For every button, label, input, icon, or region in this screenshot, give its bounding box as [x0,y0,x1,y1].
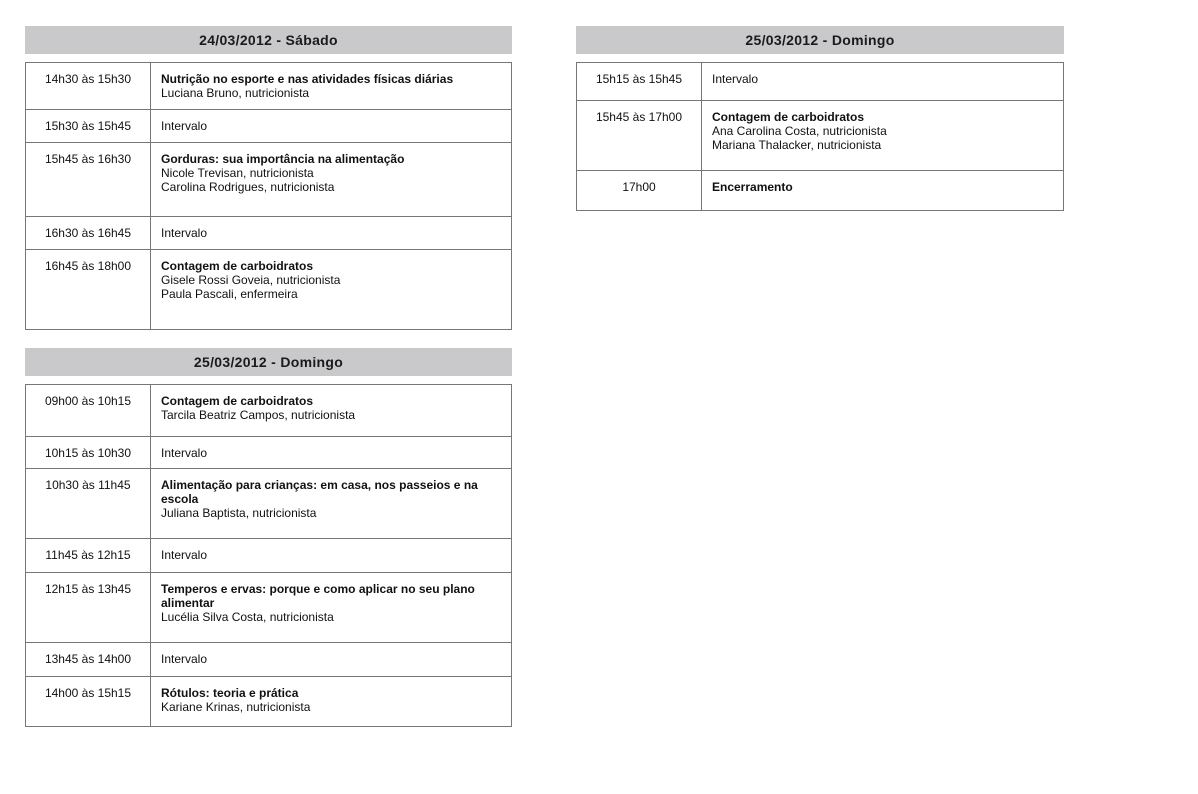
session-break-label: Intervalo [161,119,208,133]
table-row [26,143,512,217]
schedule-block-sunday-morning [25,348,512,727]
table-row [26,385,512,437]
table-row [26,110,512,143]
table-row [26,437,512,469]
session-title: Contagem de carboidratos [161,259,314,273]
session-speaker: Lucélia Silva Costa, nutricionista [161,610,334,624]
session-time: 10h15 às 10h30 [26,437,151,469]
session-speaker: Carolina Rodrigues, nutricionista [161,180,335,194]
session-break-label: Intervalo [161,226,208,240]
schedule-block-saturday [25,26,512,330]
session-break-label: Intervalo [161,652,208,666]
session-title: Temperos e ervas: porque e como aplicar no seu plano alimentar [161,582,475,610]
session-details [151,143,512,217]
session-time: 14h30 às 15h30 [26,63,151,110]
session-title: Alimentação para crianças: em casa, nos passeios e na escola [161,478,478,506]
table-row [26,217,512,250]
session-title: Contagem de carboidratos [712,110,865,124]
session-speaker: Luciana Bruno, nutricionista [161,86,310,100]
table-row [26,573,512,643]
session-time: 12h15 às 13h45 [26,573,151,643]
session-time: 17h00 [577,171,702,211]
session-details [702,101,1064,171]
session-time: 11h45 às 12h15 [26,539,151,573]
session-break-label: Intervalo [161,548,208,562]
session-title: Nutrição no esporte e nas atividades físicas diárias [161,72,454,86]
schedule-block-sunday-afternoon [576,26,1064,211]
session-time: 14h00 às 15h15 [26,677,151,727]
table-row [26,677,512,727]
session-details [151,573,512,643]
session-speaker: Paula Pascali, enfermeira [161,287,298,301]
session-time: 15h15 às 15h45 [577,63,702,101]
table-row [26,469,512,539]
session-time: 13h45 às 14h00 [26,643,151,677]
table-row [577,63,1064,101]
session-details [151,63,512,110]
session-details [702,63,1064,101]
schedule-table [25,62,512,330]
session-details [151,217,512,250]
session-speaker: Juliana Baptista, nutricionista [161,506,317,520]
schedule-table [576,62,1064,211]
day-header: 25/03/2012 - Domingo [576,26,1064,54]
schedule-table [25,384,512,727]
session-title: Rótulos: teoria e prática [161,686,299,700]
session-time: 15h45 às 17h00 [577,101,702,171]
day-header: 24/03/2012 - Sábado [25,26,512,54]
table-row [577,171,1064,211]
session-details [151,539,512,573]
session-details [702,171,1064,211]
table-row [26,643,512,677]
session-time: 15h30 às 15h45 [26,110,151,143]
session-title: Gorduras: sua importância na alimentação [161,152,405,166]
session-time: 16h30 às 16h45 [26,217,151,250]
session-speaker: Mariana Thalacker, nutricionista [712,138,882,152]
session-details [151,469,512,539]
table-row [26,250,512,330]
session-time: 09h00 às 10h15 [26,385,151,437]
session-time: 10h30 às 11h45 [26,469,151,539]
session-time: 15h45 às 16h30 [26,143,151,217]
session-title: Contagem de carboidratos [161,394,314,408]
session-speaker: Nicole Trevisan, nutricionista [161,166,314,180]
session-speaker: Tarcila Beatriz Campos, nutricionista [161,408,356,422]
table-row [577,101,1064,171]
session-title: Encerramento [712,180,793,194]
session-time: 16h45 às 18h00 [26,250,151,330]
day-header: 25/03/2012 - Domingo [25,348,512,376]
table-row [26,539,512,573]
table-row [26,63,512,110]
session-details [151,385,512,437]
session-break-label: Intervalo [161,446,208,460]
session-speaker: Ana Carolina Costa, nutricionista [712,124,887,138]
session-speaker: Gisele Rossi Goveia, nutricionista [161,273,341,287]
session-break-label: Intervalo [712,72,759,86]
session-details [151,250,512,330]
session-details [151,437,512,469]
session-details [151,643,512,677]
session-details [151,110,512,143]
session-details [151,677,512,727]
session-speaker: Kariane Krinas, nutricionista [161,700,311,714]
